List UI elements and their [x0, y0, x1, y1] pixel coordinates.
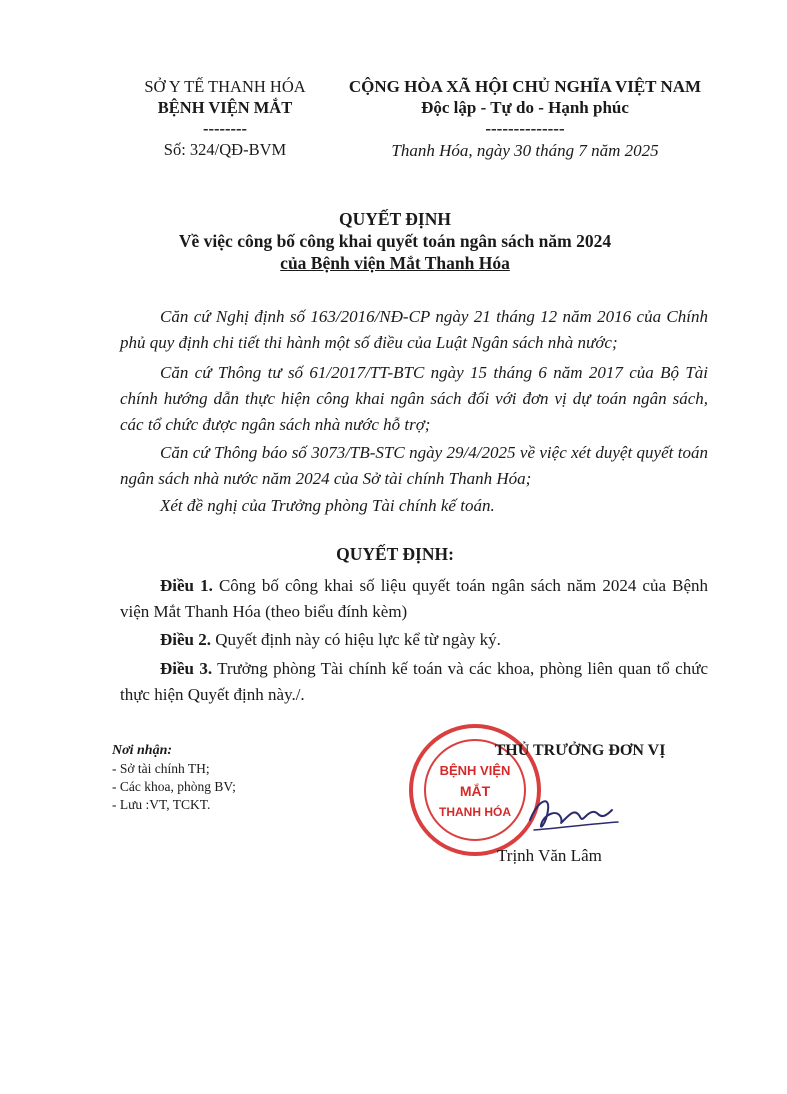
signer-name: Trịnh Văn Lâm: [497, 846, 602, 865]
title-subject-2: của Bệnh viện Mắt Thanh Hóa: [280, 253, 510, 273]
preamble-3: Căn cứ Thông báo số 3073/TB-STC ngày 29/4/2025 về việc xét duyệt quyết toán ngân sách nhà nước năm 2024 của Sở tài chính Thanh Hóa;: [120, 443, 708, 488]
preamble-2: Căn cứ Thông tư số 61/2017/TT-BTC ngày 15 tháng 6 năm 2017 của Bộ Tài chính hướng dẫn thực hiện công khai ngân sách đối với đơn vị dự toán ngân sách, các tổ chức được ngân sách nhà nước hỗ trợ;: [120, 363, 708, 434]
left-rule: --------: [203, 119, 247, 138]
stamp-text-line-1: BỆNH VIỆN: [439, 763, 511, 778]
article-3-text: Trưởng phòng Tài chính kế toán và các khoa, phòng liên quan tổ chức thực hiện Quyết định này./.: [120, 659, 708, 704]
article-2-label: Điều 2.: [160, 630, 211, 649]
recipient-item: - Các khoa, phòng BV;: [112, 779, 236, 794]
doc-number: Số: 324/QĐ-BVM: [163, 140, 287, 159]
motto: Độc lập - Tự do - Hạnh phúc: [421, 98, 629, 117]
document-title: [120, 208, 670, 274]
signature-underline: [534, 822, 618, 830]
recipient-item: - Sở tài chính TH;: [112, 761, 210, 776]
article-3: [120, 656, 708, 708]
right-rule: --------------: [485, 119, 565, 138]
stamp-text-line-3: THANH HÓA: [439, 805, 511, 819]
title-heading: QUYẾT ĐỊNH: [339, 209, 451, 229]
nation-name: CỘNG HÒA XÃ HỘI CHỦ NGHĨA VIỆT NAM: [348, 77, 702, 96]
decision-heading: QUYẾT ĐỊNH:: [336, 544, 454, 564]
article-3-label: Điều 3.: [160, 659, 213, 678]
article-1-text: Công bố công khai số liệu quyết toán ngân sách năm 2024 của Bệnh viện Mắt Thanh Hóa (theo biểu đính kèm): [120, 576, 709, 621]
header-right: [330, 76, 720, 161]
preamble-4: Xét đề nghị của Trưởng phòng Tài chính kế toán.: [160, 496, 495, 515]
article-1-label: Điều 1.: [160, 576, 213, 595]
dept-name: SỞ Y TẾ THANH HÓA: [144, 77, 306, 96]
preamble-1: Căn cứ Nghị định số 163/2016/NĐ-CP ngày 21 tháng 12 năm 2016 của Chính phủ quy định chi tiết thi hành một số điều của Luật Ngân sách nhà nước;: [120, 307, 708, 352]
stamp-text-line-2: MẮT: [459, 783, 491, 799]
article-1: [120, 573, 708, 625]
place-date: Thanh Hóa, ngày 30 tháng 7 năm 2025: [391, 141, 659, 160]
article-2: [120, 627, 708, 653]
recipients-label: Nơi nhận:: [112, 743, 173, 758]
article-2-text: Quyết định này có hiệu lực kể từ ngày ký.: [211, 630, 501, 649]
org-name: BỆNH VIỆN MẮT: [157, 98, 293, 117]
header-left: [120, 76, 330, 160]
signature-title: THỦ TRƯỞNG ĐƠN VỊ: [494, 742, 666, 759]
recipient-item: - Lưu :VT, TCKT.: [112, 797, 211, 812]
recipients: [112, 742, 352, 814]
title-subject-1: Về việc công bố công khai quyết toán ngân sách năm 2024: [178, 231, 612, 251]
handwritten-signature: [520, 780, 630, 850]
